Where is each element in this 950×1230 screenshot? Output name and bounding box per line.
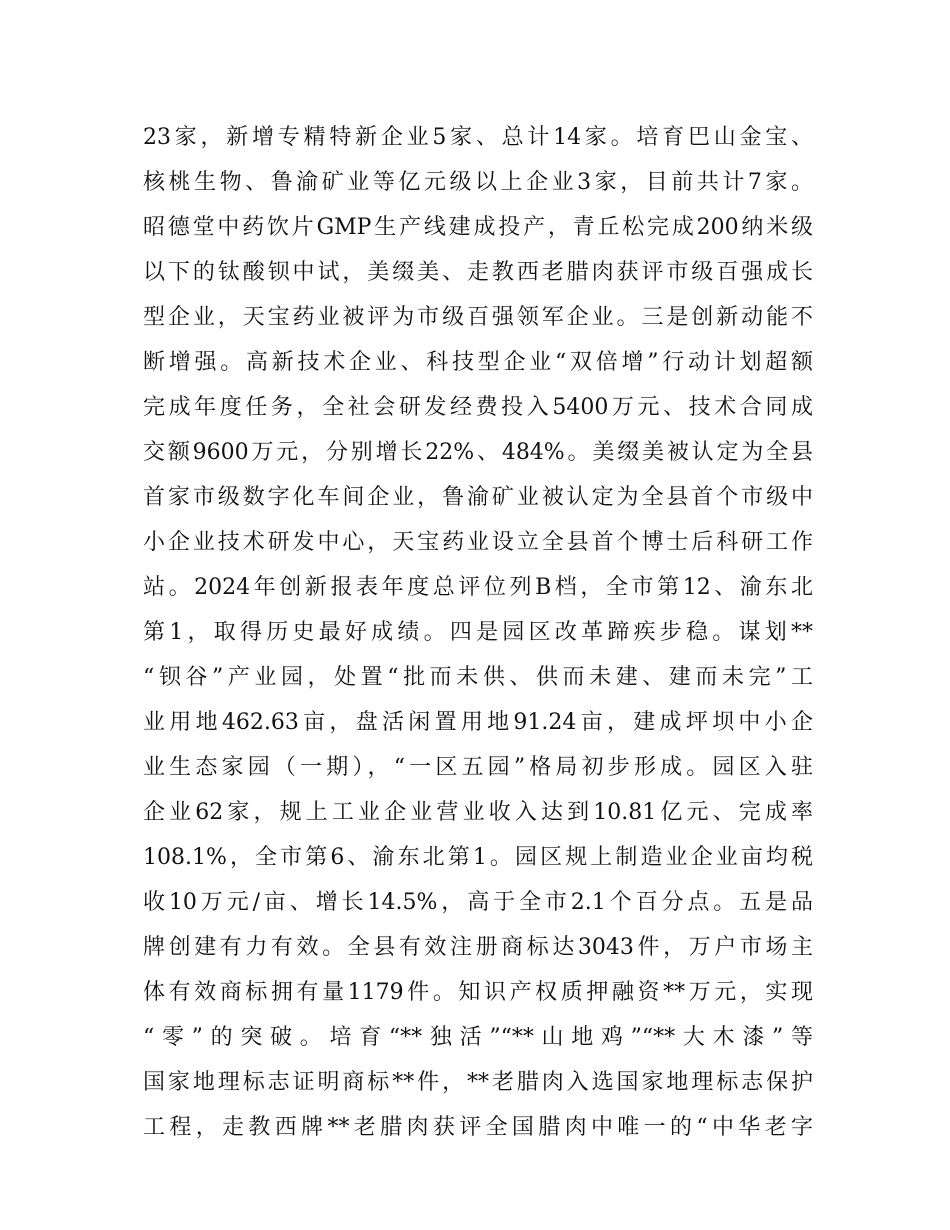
text-line: 核桃生物、鲁渝矿业等亿元级以上企业3家，目前共计7家。 [143,170,813,195]
text-line: 牌创建有力有效。全县有效注册商标达3043件，万户市场主 [143,935,813,960]
text-line: 108.1%，全市第6、渝东北第1。园区规上制造业企业亩均税 [143,845,813,870]
text-line: “钡谷”产业园，处置“批而未供、供而未建、建而未完”工 [143,665,813,690]
text-line: 23家，新增专精特新企业5家、总计14家。培育巴山金宝、 [143,125,813,150]
text-line: 业生态家园（一期），“一区五园”格局初步形成。园区入驻 [143,755,813,780]
text-line: 完成年度任务，全社会研发经费投入5400万元、技术合同成 [143,395,813,420]
text-line: 国家地理标志证明商标**件，**老腊肉入选国家地理标志保护 [143,1070,813,1095]
text-line: 断增强。高新技术企业、科技型企业“双倍增”行动计划超额 [143,350,813,375]
text-line: 以下的钛酸钡中试，美缀美、走教西老腊肉获评市级百强成长 [143,260,813,285]
text-line: 第1，取得历史最好成绩。四是园区改革蹄疾步稳。谋划** [143,620,813,645]
body-paragraph [143,115,813,1150]
text-line: “零”的突破。培育“**独活”“**山地鸡”“**大木漆”等 [143,1025,813,1050]
text-line: 型企业，天宝药业被评为市级百强领军企业。三是创新动能不 [143,305,813,330]
text-line: 昭德堂中药饮片GMP生产线建成投产，青丘松完成200纳米级 [143,215,813,240]
text-line: 首家市级数字化车间企业，鲁渝矿业被认定为全县首个市级中 [143,485,813,510]
text-line: 工程，走教西牌**老腊肉获评全国腊肉中唯一的“中华老字 [143,1115,813,1140]
text-line: 收10万元/亩、增长14.5%，高于全市2.1个百分点。五是品 [143,890,813,915]
text-line: 业用地462.63亩，盘活闲置用地91.24亩，建成坪坝中小企 [143,710,813,735]
text-line: 小企业技术研发中心，天宝药业设立全县首个博士后科研工作 [143,530,813,555]
text-line: 企业62家，规上工业企业营业收入达到10.81亿元、完成率 [143,800,813,825]
text-line: 站。2024年创新报表年度总评位列B档，全市第12、渝东北 [143,575,813,600]
text-line: 体有效商标拥有量1179件。知识产权质押融资**万元，实现 [143,980,813,1005]
text-line: 交额9600万元，分别增长22%、484%。美缀美被认定为全县 [143,440,813,465]
